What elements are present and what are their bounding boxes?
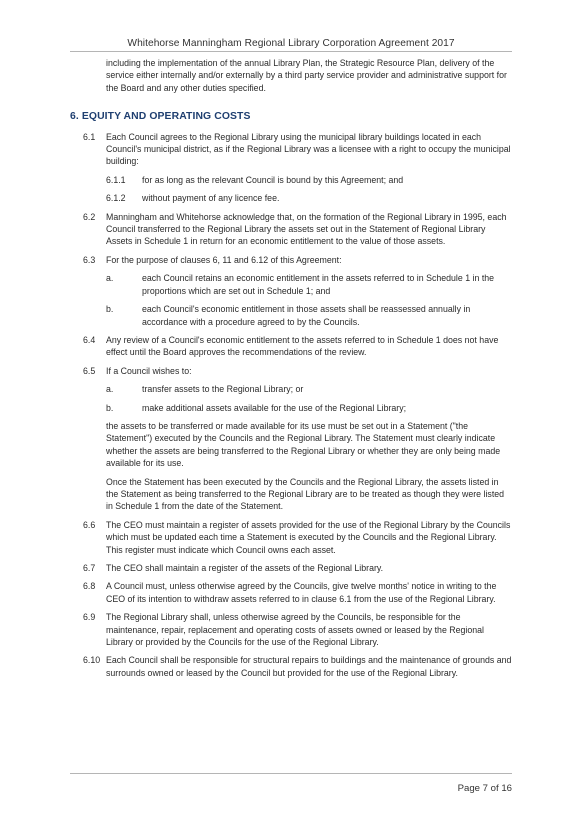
page-number: Page 7 of 16 [457, 783, 512, 794]
subclause-text: each Council retains an economic entitlement in the assets referred to in Schedule 1 in the proportions which are set out in Schedule 1; and [142, 273, 495, 296]
subclause-number: 6.1.2 [106, 193, 126, 204]
subclause-6-5-b [106, 402, 512, 414]
subclause-text: make additional assets available for the use of the Regional Library; [142, 402, 407, 413]
clause-6-4 [70, 334, 512, 359]
clause-text: Any review of a Council's economic entitlement to the assets referred to in Schedule 1 does not have effect until the Board approves the recommendations of the review. [106, 334, 499, 358]
clause-6-7 [70, 562, 512, 574]
subclause-6-1-1 [106, 174, 512, 186]
clause-text: Manningham and Whitehorse acknowledge that, on the formation of the Regional Library in 1995, each Council transferred to the Regional Library the assets set out in the Statement of Regional Library Assets in Schedule 1 in return for an economic entitlement to the value of those assets. [106, 211, 507, 247]
clause-paragraph: the assets to be transferred or made available for its use must be set out in a Statement ("the Statement") executed by the Councils and the Regional Library. The Statement must clearly indicate whether the assets are being transferred to the Regional Library or whether they are only being made available for its use. [106, 420, 501, 469]
subclause-number: b. [106, 304, 114, 315]
clause-6-9 [70, 611, 512, 648]
clause-6-5 [70, 365, 512, 513]
clause-number: 6.6 [83, 519, 96, 530]
subclause-text: transfer assets to the Regional Library; or [142, 384, 304, 395]
clause-text: For the purpose of clauses 6, 11 and 6.12 of this Agreement: [106, 254, 342, 265]
clause-text: Each Council shall be responsible for structural repairs to buildings and the maintenance of grounds and surrounds owned or leased by the Council but provided for the use of the Regional Library. [106, 655, 512, 678]
clause-text: If a Council wishes to: [106, 365, 192, 376]
clause-number: 6.3 [83, 254, 96, 265]
subclause-number: a. [106, 384, 114, 395]
clause-number: 6.7 [83, 563, 96, 573]
clause-number: 6.5 [83, 365, 96, 376]
intro-paragraph: including the implementation of the annual Library Plan, the Strategic Resource Plan, delivery of the service either internally and/or externally by a third party service provider and administrative support for the Board and any other duties specified. [106, 58, 507, 93]
subclause-text: without payment of any licence fee. [142, 193, 280, 204]
clause-paragraph: Once the Statement has been executed by the Councils and the Regional Library, the assets listed in the Statement as being transferred to the Regional Library are to be treated as though they were listed in Schedule 1 from the date of the Statement. [106, 476, 505, 512]
subclause-6-5-a [106, 383, 512, 395]
clause-number: 6.4 [83, 334, 96, 345]
subclause-6-3-b [106, 303, 512, 328]
header-rule [70, 51, 512, 52]
clause-number: 6.2 [83, 211, 96, 222]
subclause-text: for as long as the relevant Council is bound by this Agreement; and [142, 174, 404, 185]
clause-text: The CEO must maintain a register of assets provided for the use of the Regional Library by the Councils which must be updated each time a Statement is executed by the Councils and the Regional Library. This register must indicate which Council owns each asset. [106, 519, 511, 555]
clause-text: Each Council agrees to the Regional Library using the municipal library buildings located in each Council's municipal district, as if the Regional Library was a licensee with a right to occupy the municipal building: [106, 131, 511, 167]
clause-number: 6.9 [83, 612, 96, 623]
clause-number: 6.1 [83, 131, 96, 142]
clause-6-1 [70, 131, 512, 205]
clause-text: The CEO shall maintain a register of the assets of the Regional Library. [106, 563, 384, 573]
subclause-number: b. [106, 402, 114, 413]
subclause-6-1-2 [106, 192, 512, 204]
clause-6-2 [70, 211, 512, 248]
clause-text: The Regional Library shall, unless otherwise agreed by the Councils, be responsible for the maintenance, repair, replacement and operating costs of assets owned or leased by the Regional Library or provided by the Councils for the use of the Regional Library. [106, 612, 485, 648]
subclause-number: a. [106, 273, 114, 284]
clause-6-8 [70, 580, 512, 605]
clause-6-6 [70, 519, 512, 556]
clause-6-10 [70, 654, 512, 679]
clause-number: 6.8 [83, 581, 96, 592]
section-heading: 6. EQUITY AND OPERATING COSTS [70, 111, 251, 123]
subclause-text: each Council's economic entitlement in those assets shall be reassessed annually in accordance with a procedure agreed to by the Councils. [142, 304, 471, 327]
running-header: Whitehorse Manningham Regional Library Corporation Agreement 2017 [127, 38, 455, 49]
subclause-number: 6.1.1 [106, 174, 126, 185]
document-body [70, 57, 512, 679]
subclause-6-3-a [106, 272, 512, 297]
clause-number: 6.10 [83, 655, 101, 666]
clause-6-3 [70, 254, 512, 328]
clause-text: A Council must, unless otherwise agreed by the Councils, give twelve months' notice in writing to the CEO of its intention to withdraw assets referred to in clause 6.1 from the use of the Regional Library. [106, 581, 497, 604]
footer-rule [70, 773, 512, 774]
